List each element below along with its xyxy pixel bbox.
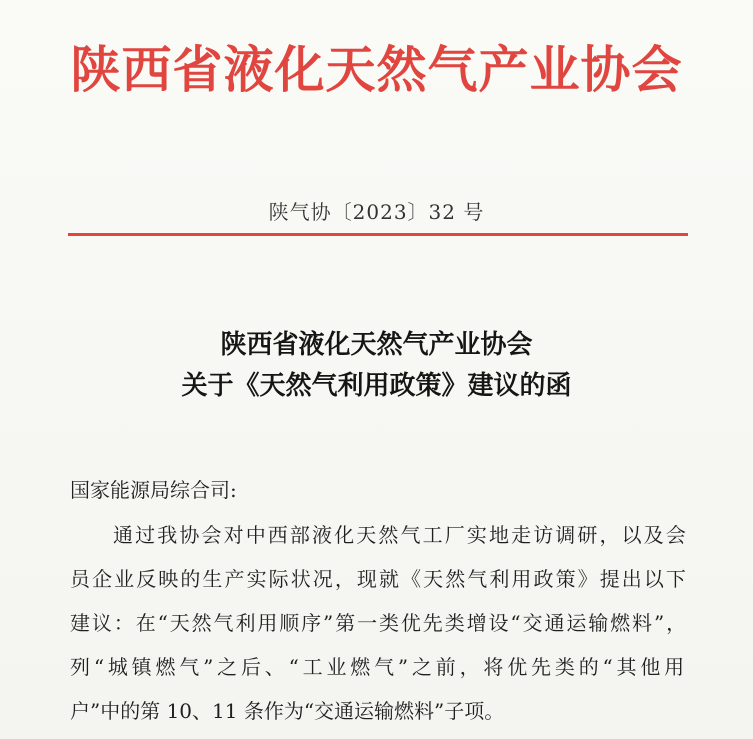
red-divider-line xyxy=(68,233,688,236)
document-title-line-2: 关于《天然气利用政策》建议的函 xyxy=(181,371,572,401)
organization-header: 陕西省液化天然气产业协会 xyxy=(70,40,683,99)
document-title-line-1: 陕西省液化天然气产业协会 xyxy=(220,330,533,360)
document-number: 陕气协〔2023〕32 号 xyxy=(268,200,485,224)
salutation: 国家能源局综合司: xyxy=(70,478,237,502)
body-paragraph-line-3: 建议：在“天然气利用顺序”第一类优先类增设“交通运输燃料”， xyxy=(70,611,688,635)
body-paragraph-line-2: 员企业反映的生产实际状况，现就《天然气利用政策》提出以下 xyxy=(70,567,688,591)
body-paragraph-line-5: 户”中的第 10、11 条作为“交通运输燃料”子项。 xyxy=(70,699,505,723)
body-paragraph-line-1: 通过我协会对中西部液化天然气工厂实地走访调研，以及会 xyxy=(113,523,688,547)
body-paragraph-line-4: 列“城镇燃气”之后、“工业燃气”之前，将优先类的“其他用 xyxy=(70,655,688,679)
